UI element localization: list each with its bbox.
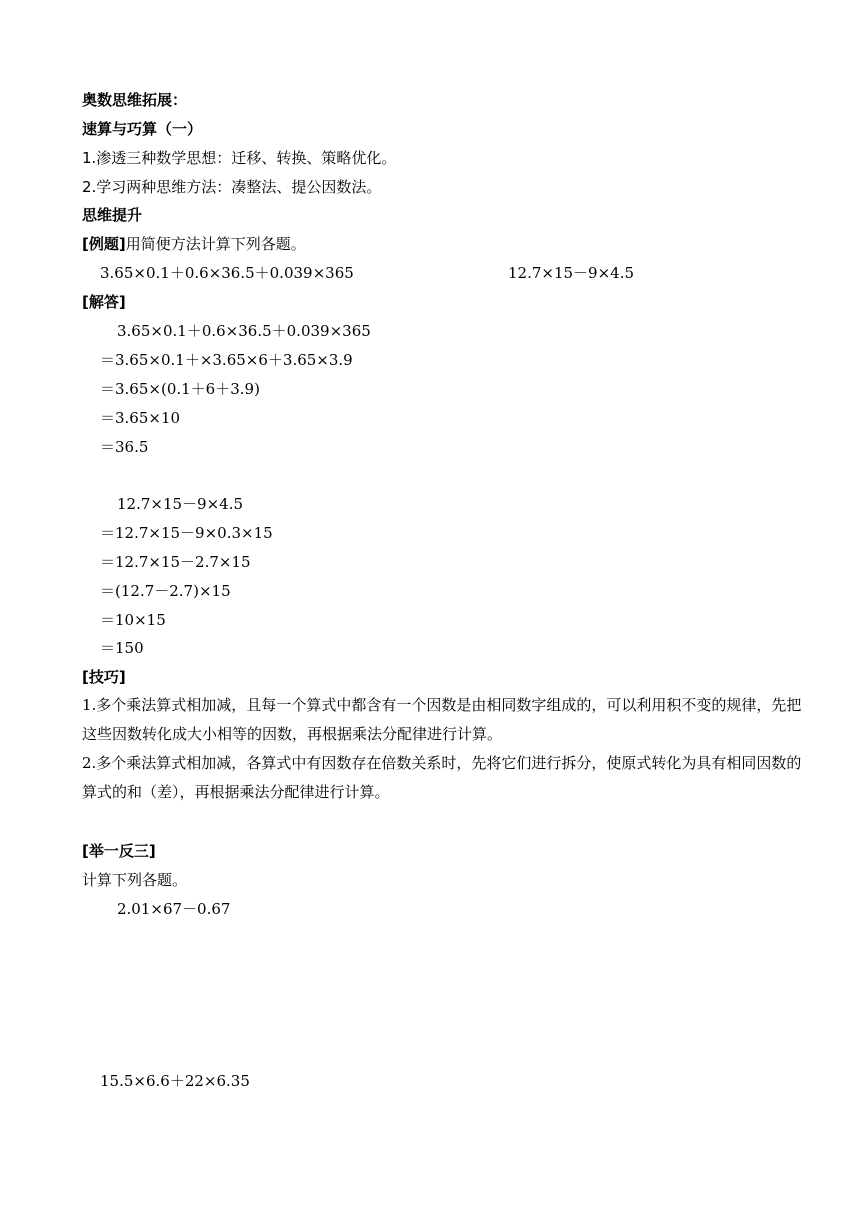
example-problem-1: 3.65×0.1＋0.6×36.5＋0.039×365 bbox=[100, 264, 354, 282]
practice-problem-1: 2.01×67－0.67 bbox=[117, 900, 231, 918]
tip-1: 1.多个乘法算式相加减，且每一个算式中都含有一个因数是由相同数字组成的，可以利用积不变的规律，先把这些因数转化成大小相等的因数，再根据乘法分配律进行计算。 bbox=[82, 696, 802, 743]
example-problem-2: 12.7×15－9×4.5 bbox=[508, 264, 635, 282]
solution2-step: 12.7×15－9×4.5 bbox=[117, 495, 244, 513]
answer-tag: [解答] bbox=[82, 293, 126, 311]
solution2-step: ＝12.7×15－9×0.3×15 bbox=[100, 524, 273, 542]
solution1-step: ＝3.65×(0.1＋6＋3.9) bbox=[100, 380, 260, 398]
example-line bbox=[82, 234, 306, 254]
solution1-step: 3.65×0.1＋0.6×36.5＋0.039×365 bbox=[117, 322, 371, 340]
solution1-step: ＝3.65×0.1＋×3.65×6＋3.65×3.9 bbox=[100, 351, 353, 369]
tips-tag: [技巧] bbox=[82, 668, 126, 686]
solution2-step: ＝10×15 bbox=[100, 611, 166, 629]
solution1-step: ＝36.5 bbox=[100, 438, 149, 456]
section-thinking: 思维提升 bbox=[82, 206, 143, 224]
solution2-step: ＝150 bbox=[100, 639, 144, 657]
practice-instruction: 计算下列各题。 bbox=[82, 871, 188, 889]
tip-2: 2.多个乘法算式相加减，各算式中有因数存在倍数关系时，先将它们进行拆分，使原式转化为具有相同因数的算式的和（差），再根据乘法分配律进行计算。 bbox=[82, 754, 802, 801]
practice-tag: [举一反三] bbox=[82, 842, 156, 860]
solution1-step: ＝3.65×10 bbox=[100, 409, 181, 427]
subheading: 速算与巧算（一） bbox=[82, 120, 203, 138]
solution2-step: ＝12.7×15－2.7×15 bbox=[100, 553, 251, 571]
example-tag: [例题] bbox=[82, 235, 126, 253]
heading: 奥数思维拓展： bbox=[82, 91, 188, 109]
practice-problem-2: 15.5×6.6＋22×6.35 bbox=[100, 1072, 250, 1090]
example-instruction: 用简便方法计算下列各题。 bbox=[125, 235, 306, 253]
objective-2: 2.学习两种思维方法：凑整法、提公因数法。 bbox=[82, 178, 382, 196]
objective-1: 1.渗透三种数学思想：迁移、转换、策略优化。 bbox=[82, 149, 397, 167]
solution2-step: ＝(12.7－2.7)×15 bbox=[100, 582, 231, 600]
